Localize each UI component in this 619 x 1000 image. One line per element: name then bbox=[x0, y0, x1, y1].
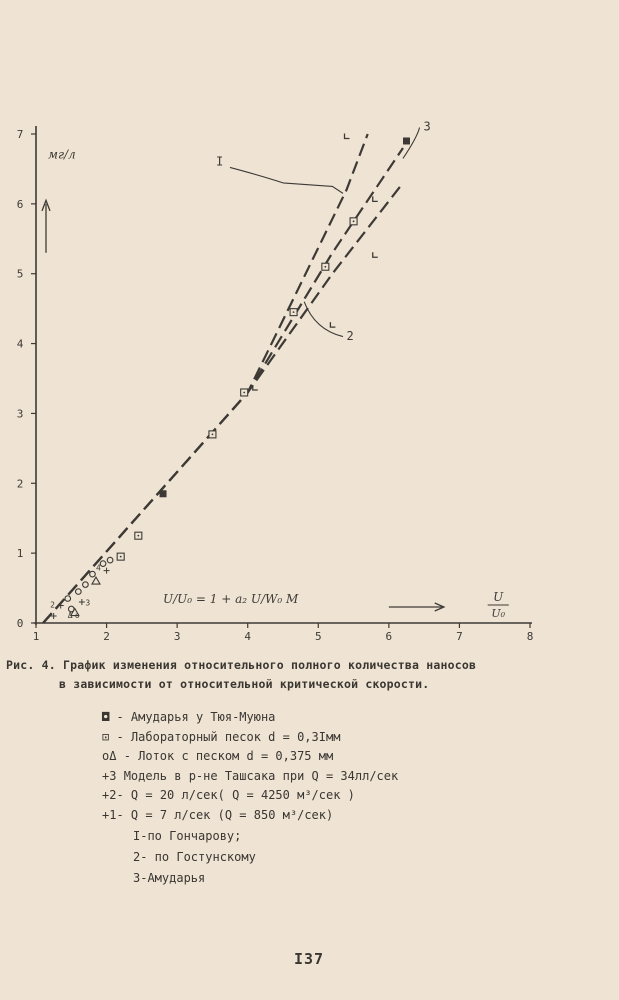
x-tick-label: 6 bbox=[385, 630, 393, 643]
marker-tick bbox=[373, 196, 378, 201]
y-tick-label: 2 bbox=[16, 477, 24, 491]
legend-symbol: +3 bbox=[102, 768, 117, 783]
formula: U/U₀ = 1 + a₂ U/W₀ M bbox=[163, 592, 299, 606]
chart-markers bbox=[51, 133, 410, 619]
marker-circle bbox=[76, 589, 82, 595]
legend bbox=[102, 708, 398, 825]
curve-authors bbox=[133, 826, 256, 889]
legend-item bbox=[102, 767, 398, 787]
marker-circle bbox=[83, 582, 89, 588]
legend-text: - Лоток с песком d = 0,375 мм bbox=[123, 749, 334, 763]
annotation-label-2: 2 bbox=[346, 329, 354, 344]
legend-item bbox=[102, 786, 398, 806]
annotation-leader-I bbox=[230, 167, 343, 193]
figure-caption bbox=[6, 656, 476, 694]
marker-triangle bbox=[92, 577, 100, 584]
author-line: I-по Гончарову; bbox=[133, 829, 242, 843]
legend-text: Модель в р-не Ташсака при Q = 34лл/сек bbox=[123, 768, 399, 783]
y-tick-label: 1 bbox=[16, 547, 24, 561]
legend-symbol: ◘ bbox=[102, 710, 110, 724]
y-tick-label: 3 bbox=[16, 407, 24, 421]
annotation-label-I: I bbox=[215, 154, 224, 169]
marker-circle bbox=[100, 561, 106, 567]
page-number: I37 bbox=[294, 950, 325, 968]
x-tick-label: 8 bbox=[526, 630, 534, 643]
marker-circle bbox=[65, 596, 71, 602]
marker-tick bbox=[330, 322, 335, 327]
chart-annotations bbox=[50, 120, 431, 621]
y-tick-label: 6 bbox=[16, 197, 24, 211]
marker-square-dot-center bbox=[353, 220, 355, 222]
legend-item bbox=[102, 806, 398, 826]
legend-item bbox=[102, 708, 398, 728]
annotation-leader-2 bbox=[304, 302, 343, 337]
series-line-I bbox=[43, 134, 368, 623]
x-tick-label: 4 bbox=[244, 630, 252, 643]
legend-text: Q = 20 л/сек( Q = 4250 м³/сек ) bbox=[130, 788, 355, 802]
y-axis-label: мг/л bbox=[48, 147, 76, 162]
annotation-label-3: 3 bbox=[423, 119, 431, 134]
marker-square bbox=[403, 137, 410, 144]
x-tick-label: 5 bbox=[314, 630, 322, 643]
marker-square-dot-center bbox=[243, 392, 245, 394]
marker-cross bbox=[58, 603, 64, 609]
caption-line2: в зависимости от относительной критической скорости. bbox=[59, 677, 430, 691]
marker-square bbox=[160, 490, 167, 497]
marker-square-dot-center bbox=[212, 433, 214, 435]
series-line-3 bbox=[43, 148, 403, 623]
series-line-2 bbox=[43, 183, 403, 623]
x-tick-label: 7 bbox=[456, 630, 463, 643]
marker-square-dot-center bbox=[137, 535, 139, 537]
x-label-numerator: U bbox=[493, 590, 504, 604]
y-tick-label: 0 bbox=[16, 617, 24, 630]
legend-text: - Лабораторный песок d = 0,3Iмм bbox=[116, 729, 341, 744]
marker-tick bbox=[253, 385, 258, 390]
caption-prefix: Рис. 4. bbox=[6, 658, 56, 672]
legend-text: - Амударья у Тюя-Муюна bbox=[116, 710, 276, 724]
legend-item bbox=[102, 728, 398, 748]
author-line: 3-Амударья bbox=[133, 871, 206, 885]
y-tick-label: 5 bbox=[16, 267, 24, 281]
marker-tick bbox=[373, 252, 378, 257]
low-label: Δ bbox=[67, 611, 73, 621]
chart-series bbox=[43, 134, 403, 623]
low-label: 2 bbox=[50, 600, 55, 610]
marker-square-dot-center bbox=[120, 556, 122, 558]
legend-item bbox=[102, 747, 398, 767]
legend-symbol: +1- bbox=[102, 807, 124, 822]
x-tick-label: 2 bbox=[103, 630, 110, 643]
legend-symbol: ⊡ bbox=[102, 729, 110, 744]
legend-symbol: oΔ bbox=[102, 749, 117, 763]
low-label: 4 bbox=[95, 563, 101, 573]
marker-tick bbox=[345, 133, 350, 138]
x-label-denominator: U₀ bbox=[491, 607, 506, 620]
marker-cross bbox=[104, 568, 110, 574]
y-tick-label: 4 bbox=[16, 337, 24, 351]
y-tick-label: 7 bbox=[16, 128, 24, 141]
x-tick-label: 3 bbox=[173, 630, 181, 643]
legend-text: Q = 7 л/сек (Q = 850 м³/сек) bbox=[130, 807, 334, 822]
marker-circle bbox=[90, 571, 96, 577]
legend-symbol: +2- bbox=[102, 788, 124, 802]
marker-square-dot-center bbox=[324, 266, 326, 268]
low-label: 3 bbox=[85, 598, 91, 608]
marker-cross bbox=[79, 599, 85, 605]
x-tick-label: 1 bbox=[32, 630, 40, 643]
low-label: o bbox=[74, 611, 80, 621]
marker-circle bbox=[107, 557, 113, 563]
caption-line1: График изменения относительного полного количества наносов bbox=[63, 658, 477, 672]
marker-square-dot-center bbox=[293, 311, 295, 313]
author-line: 2- по Гостунскому bbox=[133, 850, 256, 864]
